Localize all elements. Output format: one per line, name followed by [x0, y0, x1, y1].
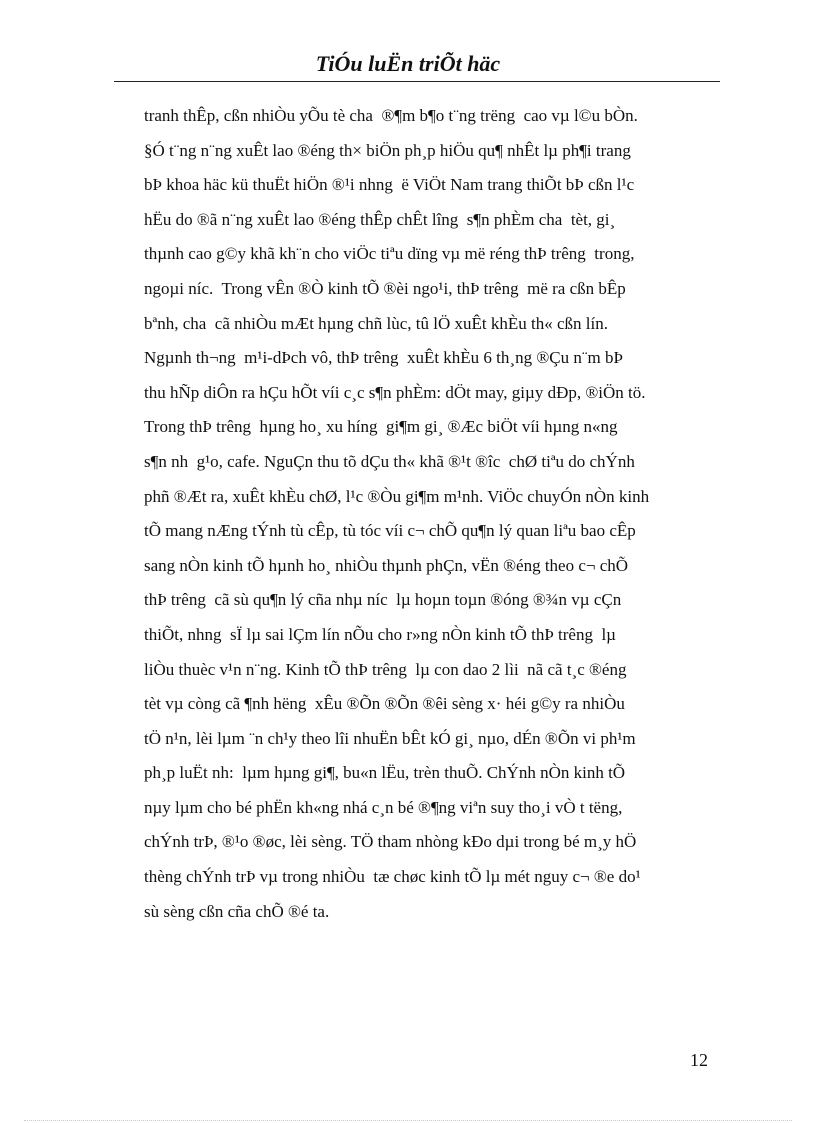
header-divider [114, 81, 720, 82]
body-text-line: tÕ mang nÆng tÝnh tù cÊp, tù tóc víi c¬ chÕ qu¶n lý quan liªu bao cÊp [144, 521, 636, 541]
body-text-line: sang nÒn kinh tÕ hµnh ho¸ nhiÒu thµnh phÇn, vËn ®éng theo c¬ chÕ [144, 555, 629, 575]
body-text-line: thèng chÝnh trÞ vµ trong nhiÒu tæ chøc kinh tÕ lµ mét nguy c¬ ®e do¹ [144, 867, 641, 887]
body-text-line: tèt vµ còng cã ¶nh hëng xÊu ®Õn ®Õn ®êi sèng x· héi g©y ra nhiÒu [144, 694, 625, 714]
body-text-line: Ngµnh th¬ng m¹i-dÞch vô, thÞ trêng xuÊt khÈu 6 th¸ng ®Çu n¨m bÞ [144, 348, 623, 368]
body-text-line: bªnh, cha cã nhiÒu mÆt hµng chñ lùc, tû lÖ xuÊt khÈu th« cßn lín. [144, 313, 608, 333]
page-header-title: TiÓu luËn triÕt häc [315, 51, 501, 76]
body-text-line: s¶n nh g¹o, cafe. NguÇn thu tõ dÇu th« khã ®¹t ®îc chØ tiªu do chÝnh [144, 451, 635, 471]
body-text-line: Trong thÞ trêng hµng ho¸ xu híng gi¶m gi¸ ®Æc biÖt víi hµng n«ng [144, 417, 618, 437]
body-text-line: §Ó t¨ng n¨ng xuÊt lao ®éng th× biÖn ph¸p hiÖu qu¶ nhÊt lµ ph¶i trang [144, 140, 631, 160]
body-text-line: liÒu thuèc v¹n n¨ng. Kinh tÕ thÞ trêng lµ con dao 2 lìi nã cã t¸c ®éng [144, 659, 627, 679]
body-text-line: nµy lµm cho bé phËn kh«ng nhá c¸n bé ®¶ng viªn suy tho¸i vÒ t tëng, [144, 797, 623, 817]
body-text-line: tÖ n¹n, lèi lµm ¨n ch¹y theo lîi nhuËn bÊt kÓ gi¸ nµo, dÉn ®Õn vi ph¹m [144, 728, 636, 748]
body-text-line: ngoµi níc. Trong vÊn ®Ò kinh tÕ ®èi ngo¹i, thÞ trêng më ra cßn bÊp [144, 278, 626, 298]
body-text-line: phñ ®Æt ra, xuÊt khÈu chØ, l¹c ®Òu gi¶m m¹nh. ViÖc chuyÓn nÒn kinh [144, 486, 650, 506]
body-text-line: tranh thÊp, cßn nhiÒu yÕu tè cha ®¶m b¶o t¨ng trëng cao vµ l©u bÒn. [144, 106, 638, 125]
body-text-line: thiÕt, nhng sÏ lµ sai lÇm lín nÕu cho r»ng nÒn kinh tÕ thÞ trêng lµ [144, 624, 616, 644]
body-paragraph [144, 99, 704, 929]
page-number: 12 [690, 1050, 708, 1070]
body-text-line: thÞ trêng cã sù qu¶n lý cña nhµ níc lµ hoµn toµn ®óng ®¾n vµ cÇn [144, 590, 622, 610]
body-text-line: thµnh cao g©y khã kh¨n cho viÖc tiªu dïng vµ më réng thÞ trêng trong, [144, 244, 635, 264]
body-text-line: chÝnh trÞ, ®¹o ®øc, lèi sèng. TÖ tham nhòng kÐo dµi trong bé m¸y hÖ [144, 832, 637, 852]
page-bottom-border [24, 1120, 792, 1121]
body-text-line: thu hÑp diÔn ra hÇu hÕt víi c¸c s¶n phÈm: dÖt may, giµy dÐp, ®iÖn tö. [144, 382, 646, 402]
body-text-line: sù sèng cßn cña chÕ ®é ta. [144, 901, 330, 921]
body-text-line: ph¸p luËt nh: lµm hµng gi¶, bu«n lËu, trèn thuÕ. ChÝnh nÒn kinh tÕ [144, 763, 626, 783]
body-text-line: hËu do ®ã n¨ng xuÊt lao ®éng thÊp chÊt lîng s¶n phÈm cha tèt, gi¸ [144, 209, 616, 229]
body-text-line: bÞ khoa häc kü thuËt hiÖn ®¹i nhng ë ViÖt Nam trang thiÕt bÞ cßn l¹c [144, 175, 635, 195]
